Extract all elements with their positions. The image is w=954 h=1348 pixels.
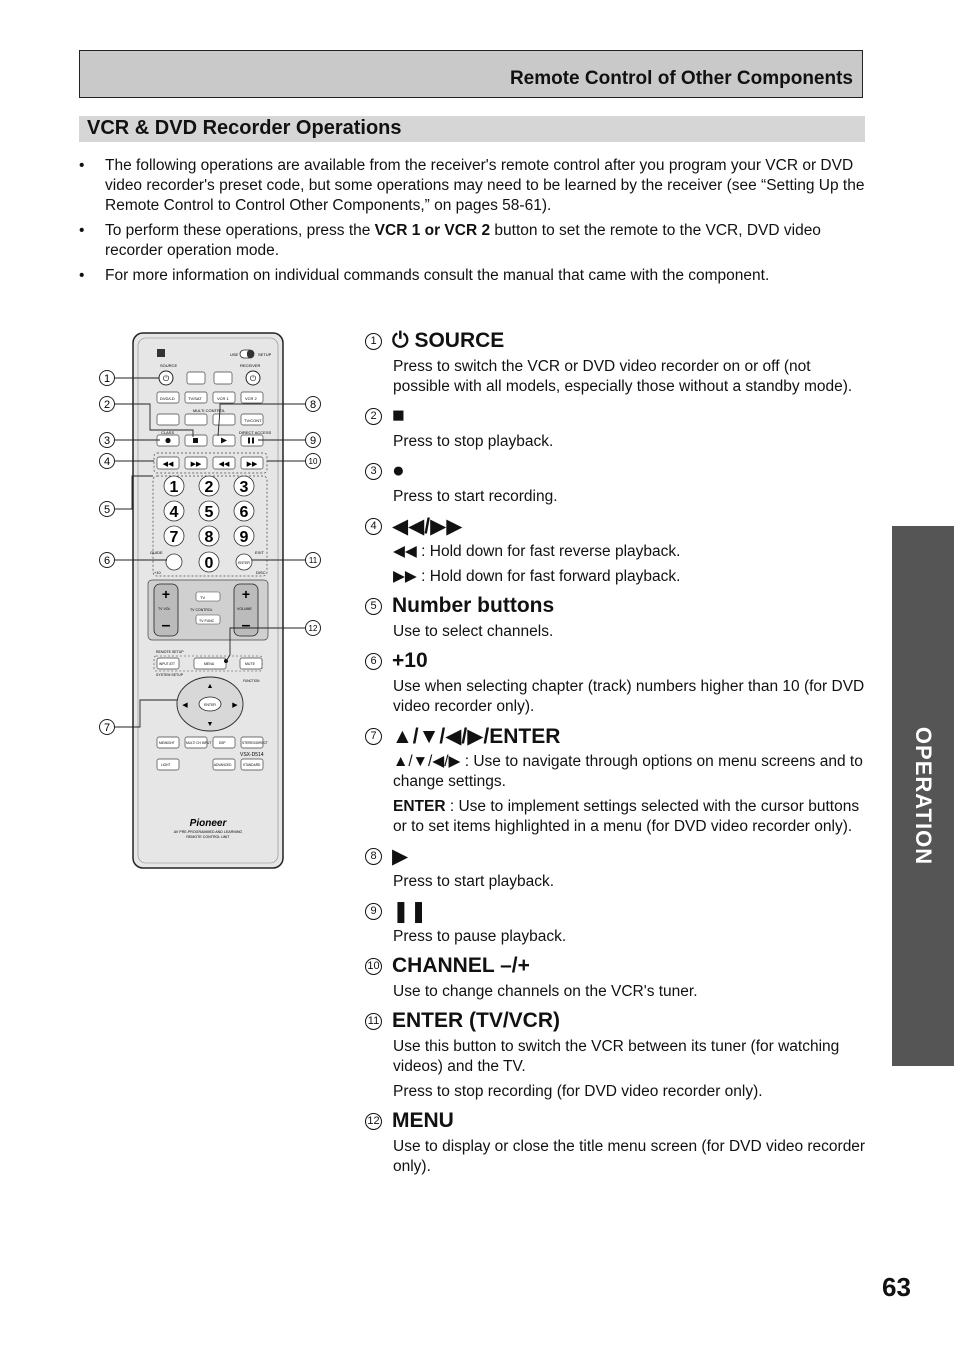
item-text: ▲/▼/◀/▶ : Use to navigate through options on menu screens and to change settings. bbox=[393, 753, 863, 790]
item-number: 11 bbox=[365, 1013, 382, 1030]
model-label: VSX-D514 bbox=[240, 752, 264, 758]
item-number: 2 bbox=[365, 408, 382, 425]
section-title: VCR & DVD Recorder Operations bbox=[87, 117, 402, 139]
remote-small-button bbox=[214, 372, 232, 384]
svg-text:▶▶: ▶▶ bbox=[246, 461, 258, 468]
item-number: 6 bbox=[365, 653, 382, 670]
remote-illustration bbox=[90, 330, 350, 870]
up-arrow-icon: ▲ bbox=[206, 683, 214, 690]
plus-icon: + bbox=[241, 586, 251, 602]
enter-label: ENTER bbox=[238, 561, 250, 565]
digit-5: 5 bbox=[204, 504, 214, 521]
remote-setup-label: REMOTE SETUP bbox=[156, 650, 184, 654]
bullet-item bbox=[79, 221, 869, 261]
bullet-bold-text: VCR 1 or VCR 2 bbox=[374, 222, 491, 239]
item-play bbox=[365, 842, 870, 892]
bullet-list bbox=[79, 156, 869, 291]
cursor-enter-label: ENTER bbox=[204, 703, 216, 707]
page-number: 63 bbox=[882, 1272, 911, 1302]
advanced-label: ADVANCED bbox=[214, 763, 232, 767]
switch-knob bbox=[247, 350, 254, 358]
item-text: Use to change channels on the VCR's tuner. bbox=[393, 983, 698, 1000]
midnight-label: MIDNIGHT bbox=[159, 741, 175, 745]
enter-desc-text: : Use to implement settings selected with the cursor buttons or to set items highlighted in a menu (for DVD video recorder only). bbox=[393, 798, 860, 835]
multi-control-label: MULTI CONTROL bbox=[192, 408, 226, 413]
minus-icon: – bbox=[161, 617, 171, 634]
item-title: ▲/▼/◀/▶/ENTER bbox=[392, 724, 561, 748]
item-source bbox=[365, 327, 870, 397]
disc-label: DISC bbox=[256, 570, 266, 575]
minus-icon: – bbox=[241, 617, 251, 634]
tv-vol-label: TV VOL bbox=[158, 607, 171, 611]
tv-control-label: TV CONTROL bbox=[190, 608, 213, 612]
input-att-label: INPUT ATT bbox=[159, 662, 175, 666]
item-text: Press to start playback. bbox=[393, 873, 555, 890]
item-stop bbox=[365, 402, 870, 452]
item-menu bbox=[365, 1107, 870, 1177]
mute-label: MUTE bbox=[245, 662, 255, 666]
item-record bbox=[365, 457, 870, 507]
item-number: 7 bbox=[365, 728, 382, 745]
header-title: Remote Control of Other Components bbox=[509, 68, 853, 89]
item-enter-tvvcr bbox=[365, 1007, 870, 1102]
bullet-text: button to set the remote to the VCR, DVD video recorder operation mode. bbox=[105, 222, 821, 259]
item-title: ● bbox=[392, 459, 405, 482]
item-title: ▶ bbox=[392, 844, 409, 868]
callout-12: 12 bbox=[308, 624, 318, 633]
item-number: 1 bbox=[365, 333, 382, 350]
brand-logo: Pioneer bbox=[189, 818, 227, 829]
item-title: ⏻ SOURCE bbox=[392, 329, 505, 352]
bullet-item: • The following operations are available from the receiver's remote control after you program your VCR or DVD video recorder's preset code, but some operations may need to be learned by the receiver (see “Setting Up the Remote Control to Control Other Components,” on pages 58-61). bbox=[79, 156, 869, 216]
svg-text:◀◀: ◀◀ bbox=[218, 461, 230, 468]
item-text: ◀◀ : Hold down for fast reverse playback. bbox=[393, 543, 681, 560]
item-plus10 bbox=[365, 647, 870, 717]
digit-0: 0 bbox=[204, 555, 214, 572]
remote-caption-line1: AV PRE-PROGRAMMED AND LEARNING bbox=[173, 830, 243, 834]
power-icon: ⏻ bbox=[249, 374, 257, 383]
item-text: Use this button to switch the VCR between its tuner (for watching videos) and the TV. bbox=[393, 1038, 840, 1075]
callout-4: 4 bbox=[103, 456, 111, 468]
callout-7: 7 bbox=[103, 722, 111, 734]
item-text bbox=[393, 797, 870, 837]
item-pause bbox=[365, 897, 870, 947]
tvsat-label: TV/SAT bbox=[188, 396, 202, 401]
item-text: Press to pause playback. bbox=[393, 928, 567, 945]
tv-func-label: TV FUNC bbox=[199, 619, 215, 623]
bullet-text: To perform these operations, press the bbox=[105, 222, 375, 239]
indicator-icon bbox=[157, 349, 165, 357]
item-number: 8 bbox=[365, 848, 382, 865]
callout-5: 5 bbox=[103, 504, 111, 516]
receiver-label: RECEIVER bbox=[240, 363, 261, 368]
button-descriptions bbox=[365, 324, 870, 1182]
plus10-button bbox=[166, 554, 182, 570]
item-text: Press to stop playback. bbox=[393, 433, 554, 450]
standard-label: STANDARD bbox=[243, 763, 261, 767]
item-title: ❚❚ bbox=[392, 899, 428, 923]
system-setup-label: SYSTEM SETUP bbox=[156, 673, 184, 677]
item-text: Press to switch the VCR or DVD video recorder on or off (not possible with all models, especially those without a standby mode). bbox=[393, 358, 853, 395]
source-label: SOURCE bbox=[160, 363, 178, 368]
item-text: ▶▶ : Hold down for fast forward playback. bbox=[393, 568, 681, 585]
item-title: +10 bbox=[392, 649, 428, 672]
item-title: ■ bbox=[392, 404, 405, 427]
callout-1: 1 bbox=[103, 373, 111, 385]
guide-label: GUIDE bbox=[150, 550, 163, 555]
light-label: LIGHT bbox=[161, 763, 171, 767]
item-text: Use to display or close the title menu screen (for DVD video recorder only). bbox=[393, 1138, 866, 1175]
callout-8: 8 bbox=[309, 399, 317, 411]
function-label: FUNCTION bbox=[243, 679, 260, 683]
callout-6: 6 bbox=[103, 555, 111, 567]
volume-label: VOLUME bbox=[237, 607, 252, 611]
dvd-label: DVD/LD bbox=[160, 396, 175, 401]
digit-2: 2 bbox=[204, 479, 214, 496]
item-text: Press to start recording. bbox=[393, 488, 558, 505]
menu-label: MENU bbox=[204, 662, 215, 666]
item-number: 12 bbox=[365, 1113, 382, 1130]
item-title: Number buttons bbox=[392, 594, 555, 617]
use-label: USE bbox=[230, 352, 239, 357]
tv-label: TV bbox=[200, 595, 206, 600]
side-tab-label: OPERATION bbox=[911, 726, 936, 866]
item-title: ◀◀/▶▶ bbox=[392, 514, 463, 538]
digit-1: 1 bbox=[169, 479, 179, 496]
header-bar bbox=[79, 50, 863, 98]
item-cursor-enter bbox=[365, 722, 870, 837]
dsp-label: DSP bbox=[219, 741, 226, 745]
stereo-direct-label: STEREO/DIRECT bbox=[242, 741, 268, 745]
svg-text:▶▶: ▶▶ bbox=[190, 461, 202, 468]
vcr2-label: VCR 2 bbox=[245, 396, 257, 401]
left-arrow-icon: ◀ bbox=[182, 702, 188, 709]
multi-ch-input-label: MULTI CH INPUT bbox=[186, 741, 212, 745]
callout-10: 10 bbox=[308, 457, 318, 466]
item-title: ENTER (TV/VCR) bbox=[392, 1009, 560, 1032]
bullet-item: • For more information on individual commands consult the manual that came with the component. bbox=[79, 266, 869, 286]
remote-small-button bbox=[187, 372, 205, 384]
item-title: MENU bbox=[392, 1109, 454, 1132]
side-tab bbox=[892, 526, 954, 1066]
digit-7: 7 bbox=[169, 529, 179, 546]
digit-4: 4 bbox=[169, 504, 179, 521]
svg-text:◀◀: ◀◀ bbox=[162, 461, 174, 468]
direct-access-label: DIRECT ACCESS bbox=[239, 430, 272, 435]
callout-11: 11 bbox=[308, 556, 318, 565]
item-number: 4 bbox=[365, 518, 382, 535]
digit-6: 6 bbox=[239, 504, 249, 521]
plus10-label: +10 bbox=[154, 570, 161, 575]
power-icon: ⏻ bbox=[162, 374, 170, 383]
callout-3: 3 bbox=[103, 435, 111, 447]
callout-9: 9 bbox=[309, 435, 317, 447]
tvcont-label: TV/CONT bbox=[244, 418, 262, 423]
vcr1-label: VCR 1 bbox=[217, 396, 229, 401]
item-number: 5 bbox=[365, 598, 382, 615]
digit-3: 3 bbox=[239, 479, 249, 496]
enter-bold-text: ENTER bbox=[393, 798, 446, 815]
digit-8: 8 bbox=[204, 529, 214, 546]
item-number: 3 bbox=[365, 463, 382, 480]
item-text: Use when selecting chapter (track) numbers higher than 10 (for DVD video recorder only). bbox=[393, 678, 865, 715]
item-channel bbox=[365, 952, 870, 1002]
setup-label: SETUP bbox=[258, 352, 272, 357]
remote-caption-line2: REMOTE CONTROL UNIT bbox=[186, 835, 230, 839]
class-label: CLASS bbox=[161, 430, 175, 435]
digit-9: 9 bbox=[239, 529, 249, 546]
item-number: 10 bbox=[365, 958, 382, 975]
exit-label: EXIT bbox=[255, 550, 264, 555]
item-text: Press to stop recording (for DVD video recorder only). bbox=[393, 1083, 763, 1100]
right-arrow-icon: ▶ bbox=[232, 702, 238, 709]
down-arrow-icon: ▼ bbox=[206, 721, 214, 728]
plus-icon: + bbox=[161, 586, 171, 602]
remote-svg bbox=[90, 330, 350, 870]
item-fast-rewind-forward bbox=[365, 512, 870, 587]
callout-2: 2 bbox=[103, 399, 111, 411]
item-text: Use to select channels. bbox=[393, 623, 554, 640]
item-number: 9 bbox=[365, 903, 382, 920]
section-bar bbox=[79, 116, 865, 142]
item-number-buttons bbox=[365, 592, 870, 642]
item-title: CHANNEL –/+ bbox=[392, 954, 530, 977]
